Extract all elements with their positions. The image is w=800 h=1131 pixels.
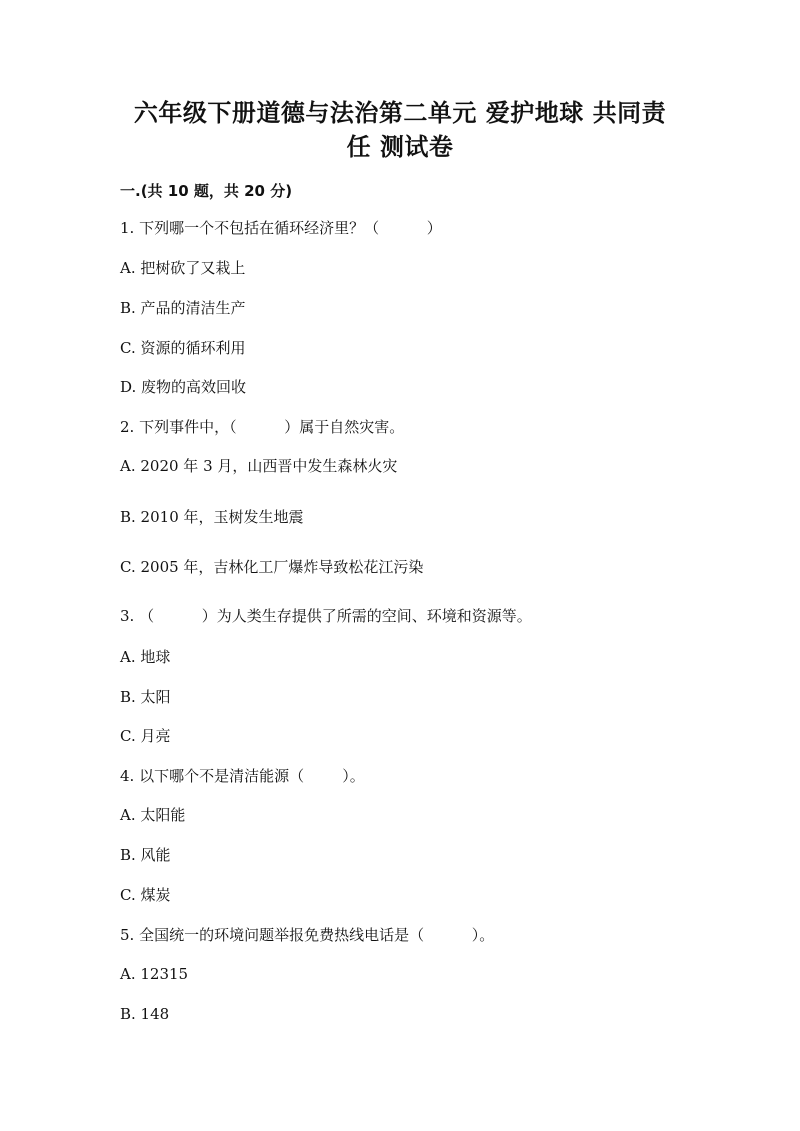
question-2-option-a: A. 2020 年 3 月，山西晋中发生森林火灾 — [120, 457, 398, 475]
question-3-option-b: B. 太阳 — [120, 688, 171, 706]
question-5-option-a: A. 12315 — [120, 965, 189, 983]
question-4-option-c: C. 煤炭 — [120, 886, 171, 904]
question-2-option-b: B. 2010 年，玉树发生地震 — [120, 508, 304, 526]
question-5-stem: 5. 全国统一的环境问题举报免费热线电话是（ ）。 — [120, 926, 495, 944]
section-header: 一.(共 10 题，共 20 分) — [120, 182, 293, 200]
question-1-stem: 1. 下列哪一个不包括在循环经济里？（ ） — [120, 219, 442, 237]
question-5-option-b: B. 148 — [120, 1005, 170, 1023]
question-3-option-a: A. 地球 — [120, 648, 171, 666]
question-4-option-b: B. 风能 — [120, 846, 171, 864]
question-4-option-a: A. 太阳能 — [120, 806, 186, 824]
question-1-option-a: A. 把树砍了又栽上 — [120, 259, 246, 277]
question-3-stem: 3. （ ）为人类生存提供了所需的空间、环境和资源等。 — [120, 607, 532, 625]
question-1-option-b: B. 产品的清洁生产 — [120, 299, 246, 317]
question-1-option-d: D. 废物的高效回收 — [120, 378, 247, 396]
question-2-option-c: C. 2005 年，吉林化工厂爆炸导致松花江污染 — [120, 558, 424, 576]
question-3-option-c: C. 月亮 — [120, 727, 171, 745]
question-2-stem: 2. 下列事件中，（ ）属于自然灾害。 — [120, 418, 405, 436]
page-title-line-2: 任 测试卷 — [346, 133, 454, 161]
question-1-option-c: C. 资源的循环利用 — [120, 339, 246, 357]
question-4-stem: 4. 以下哪个不是清洁能源（ ）。 — [120, 767, 365, 785]
page-title-line-1: 六年级下册道德与法治第二单元 爱护地球 共同责 — [133, 99, 667, 127]
